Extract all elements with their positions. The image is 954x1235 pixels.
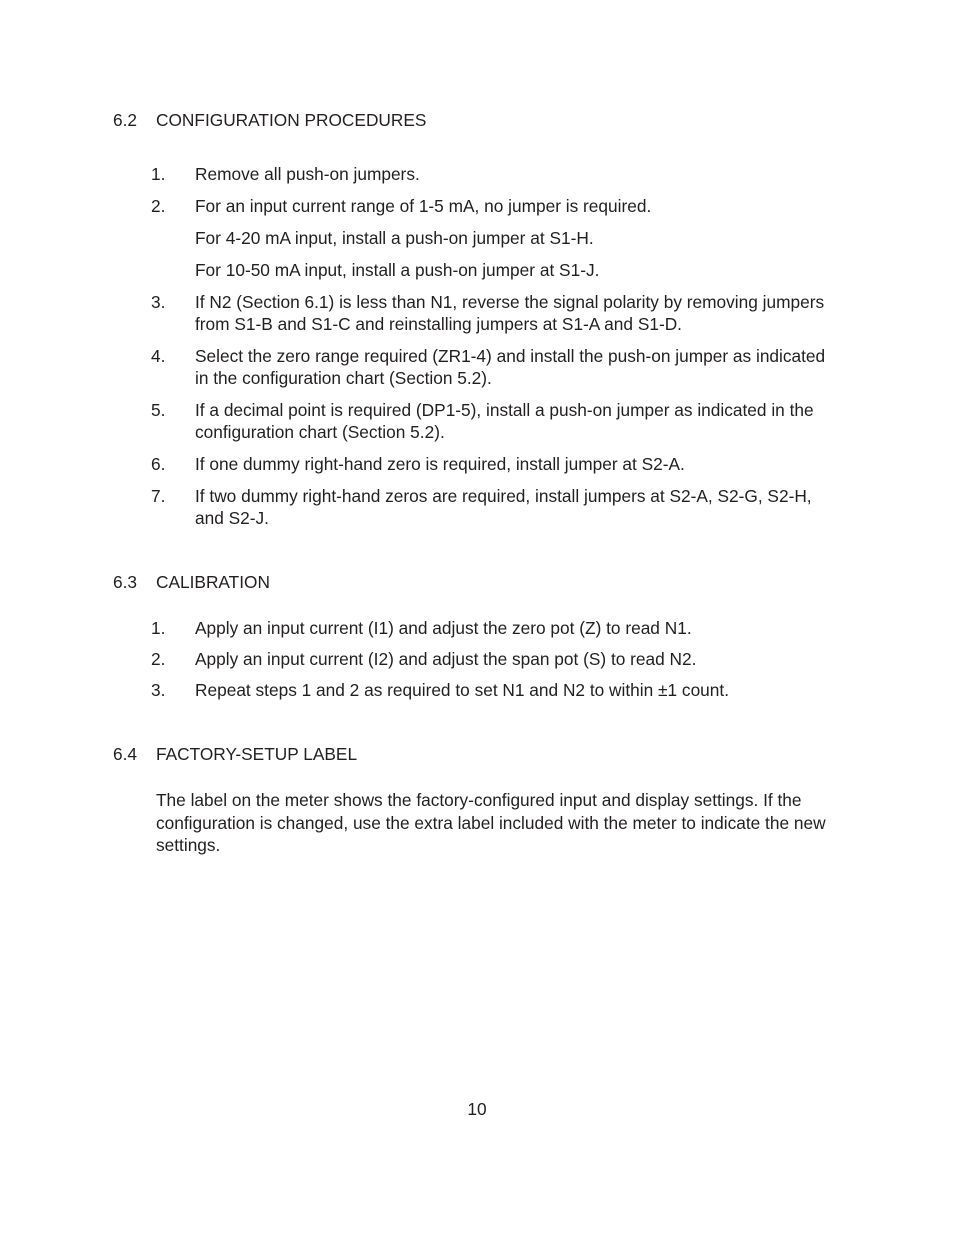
list-item-text: For an input current range of 1-5 mA, no jumper is required. bbox=[195, 196, 652, 216]
section-number: 6.2 bbox=[113, 110, 138, 130]
list-item-number: 3. bbox=[151, 292, 166, 312]
section-number: 6.4 bbox=[113, 744, 138, 764]
list-item-number: 2. bbox=[151, 649, 166, 669]
section-title: FACTORY-SETUP LABEL bbox=[156, 744, 358, 764]
list-item-subline: For 4-20 mA input, install a push-on jumper at S1-H. bbox=[195, 228, 594, 248]
list-item-number: 1. bbox=[151, 618, 166, 638]
list-item-text: Apply an input current (I1) and adjust the zero pot (Z) to read N1. bbox=[195, 618, 692, 638]
list-item-number: 6. bbox=[151, 454, 166, 474]
list-item-number: 4. bbox=[151, 346, 166, 366]
section-paragraph: The label on the meter shows the factory-configured input and display settings. If the configuration is changed, use the extra label included with the meter to indicate the new settings. bbox=[156, 790, 826, 855]
page-number: 10 bbox=[467, 1099, 487, 1119]
list-item-text: Select the zero range required (ZR1-4) and install the push-on jumper as indicated in the configuration chart (Section 5.2). bbox=[195, 346, 826, 388]
list-item-text: Remove all push-on jumpers. bbox=[195, 164, 420, 184]
list-item-number: 3. bbox=[151, 680, 166, 700]
section-number: 6.3 bbox=[113, 572, 138, 592]
list-item-text: If N2 (Section 6.1) is less than N1, reverse the signal polarity by removing jumpers from S1-B and S1-C and reinstalling jumpers at S1-A and S1-D. bbox=[195, 292, 825, 334]
list-item-text: Repeat steps 1 and 2 as required to set N1 and N2 to within ±1 count. bbox=[195, 680, 730, 700]
list-item-number: 7. bbox=[151, 486, 166, 506]
list-item-text: If two dummy right-hand zeros are required, install jumpers at S2-A, S2-G, S2-H, and S2-J. bbox=[195, 486, 812, 528]
list-item-number: 5. bbox=[151, 400, 166, 420]
section-title: CONFIGURATION PROCEDURES bbox=[156, 110, 427, 130]
section-title: CALIBRATION bbox=[156, 572, 270, 592]
list-item-subline: For 10-50 mA input, install a push-on jumper at S1-J. bbox=[195, 260, 600, 280]
list-item-text: Apply an input current (I2) and adjust the span pot (S) to read N2. bbox=[195, 649, 697, 669]
list-item-number: 1. bbox=[151, 164, 166, 184]
list-item-text: If a decimal point is required (DP1-5), install a push-on jumper as indicated in the configuration chart (Section 5.2). bbox=[195, 400, 814, 442]
list-item-text: If one dummy right-hand zero is required, install jumper at S2-A. bbox=[195, 454, 685, 474]
list-item-number: 2. bbox=[151, 196, 166, 216]
